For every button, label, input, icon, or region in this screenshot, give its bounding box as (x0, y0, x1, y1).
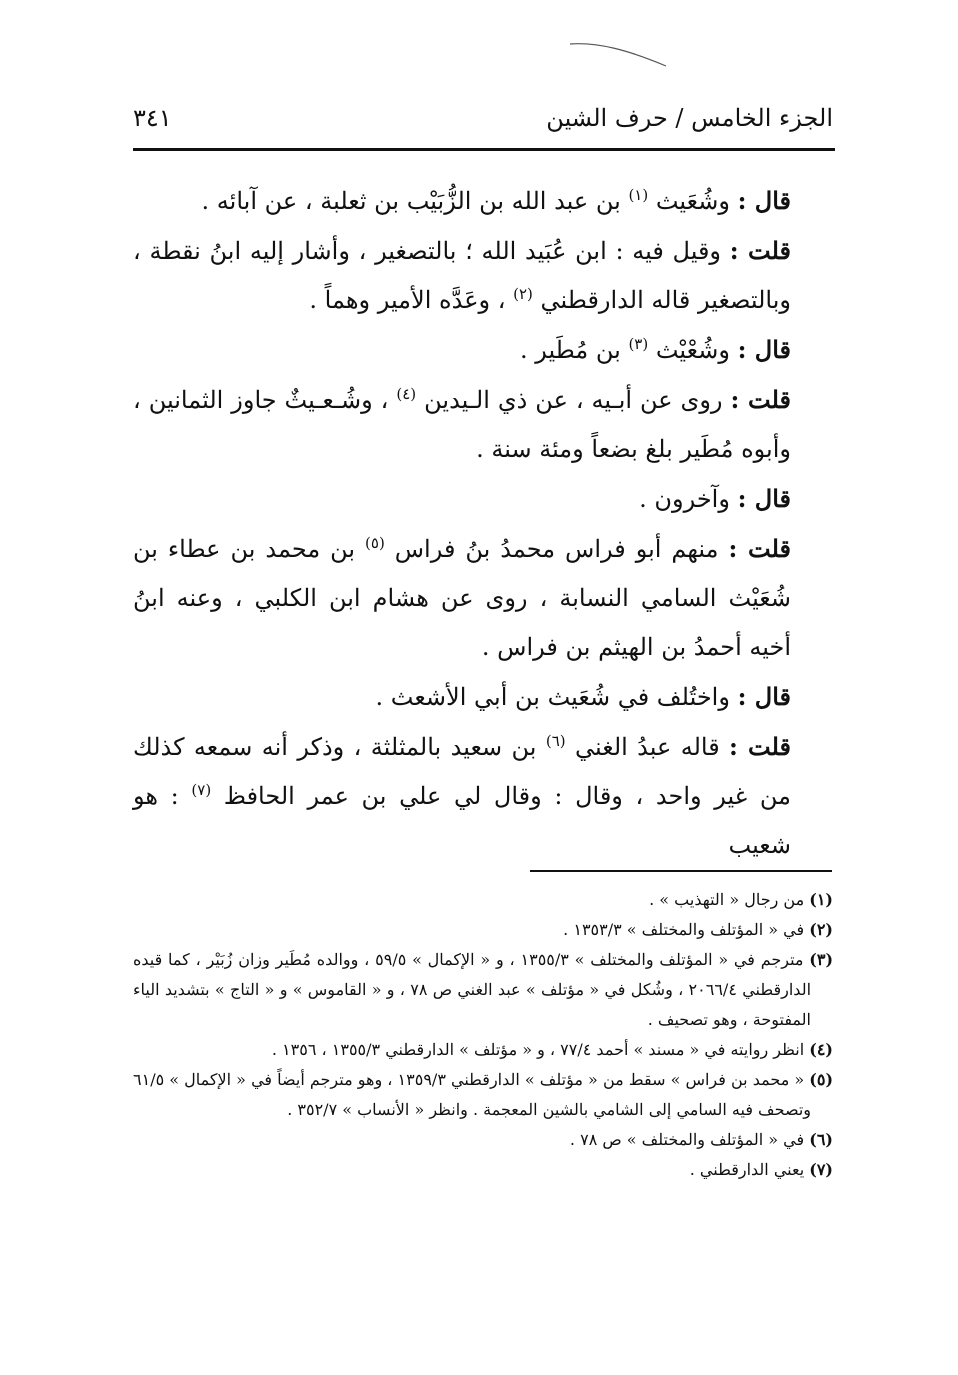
speaker-label: قلت : (728, 534, 792, 563)
footnote-text: مترجم في « المؤتلف والمختلف » ١٣٥٥/٣ ، و « الإكمال » ٥٩/٥ ، ووالده مُطَير وزان زُبَيْر ، كما قيده الدارقطني ٢٠٦٦/٤ ، وشُكل في « مؤتلف » عبد الغني ص ٧٨ ، و « القاموس » و « التاج » بتشديد الياء المفتوحة ، وهو تصحيف . (133, 950, 812, 1029)
footnote-ref: (٢) (513, 285, 533, 303)
footnote-number: (٦) (809, 1130, 833, 1149)
paragraph-text: بن محمد بن عطاء بن شُعَيْث السامي النسابة ، روى عن هشام ابن الكلبي ، وعنه ابنُ أخيه أحمدُ بن الهيثم بن فراس . (133, 535, 791, 661)
page-header (133, 96, 833, 140)
footnote-text: في « المؤتلف والمختلف » ١٣٥٣/٣ . (563, 920, 810, 939)
paragraph-text: وشُعَيث (648, 187, 738, 215)
footnote-2 (133, 915, 833, 945)
paragraph-text: وشُعْيْث (648, 336, 738, 364)
paragraph-text: : هو شعيب (133, 782, 791, 859)
paragraph-text: روى عن أبـيه ، عن ذي الـيدين (416, 386, 731, 414)
paragraph-text: قاله عبدُ الغني (565, 733, 730, 761)
speaker-label: قال : (737, 682, 791, 711)
speaker-label: قلت : (730, 385, 792, 414)
footnote-ref: (٧) (191, 781, 212, 799)
scan-artifact-stroke (568, 40, 668, 70)
footnote-number: (٥) (809, 1070, 834, 1089)
paragraph-8 (133, 722, 833, 870)
footnote-ref: (١) (628, 186, 649, 204)
paragraph-text: منهم أبو فراس محمدُ بنُ فراس (384, 535, 729, 563)
paragraph-text: وآخرون . (639, 485, 738, 513)
speaker-label: قلت : (729, 732, 791, 761)
paragraph-4 (133, 375, 833, 474)
footnote-number: (٣) (809, 950, 834, 969)
footnote-text: في « المؤتلف والمختلف » ص ٧٨ . (569, 1130, 810, 1149)
paragraph-5 (133, 474, 833, 524)
footnote-ref: (٣) (628, 335, 649, 353)
speaker-label: قال : (737, 484, 791, 513)
paragraph-text: ، وعَدَّه الأمير وهماً . (309, 286, 514, 314)
paragraph-2 (133, 226, 833, 325)
speaker-label: قلت : (729, 236, 791, 265)
footnote-3 (133, 945, 833, 1035)
footnote-number: (١) (809, 890, 833, 909)
footnote-text: انظر روايته في « مسند » أحمد ٧٧/٤ ، و « مؤتلف » الدارقطني ١٣٥٥/٣ ، ١٣٥٦ . (271, 1040, 810, 1059)
footnote-ref: (٦) (545, 732, 566, 750)
footnote-number: (٤) (809, 1040, 833, 1059)
footnote-number: (٧) (809, 1160, 833, 1179)
paragraph-1 (133, 176, 833, 226)
speaker-label: قال : (737, 335, 791, 364)
paragraph-text: واختُلف في شُعَيث بن أبي الأشعث . (375, 683, 738, 711)
footnote-number: (٢) (809, 920, 833, 939)
paragraph-text: بن مُطَير . (519, 336, 629, 364)
footnote-rule (530, 870, 832, 872)
page-number: ٣٤١ (133, 104, 172, 132)
running-title: الجزء الخامس / حرف الشين (546, 104, 833, 132)
paragraph-text: وقيل فيه : ابن عُبَيد الله ؛ بالتصغير ، وأشار إليه ابنُ نقطة ، وبالتصغير قاله الدارقطني (133, 237, 791, 314)
footnote-7 (133, 1155, 833, 1185)
paragraph-6 (133, 524, 833, 672)
footnote-6 (133, 1125, 833, 1155)
header-rule (133, 148, 835, 151)
footnote-ref: (٥) (365, 534, 385, 552)
paragraph-7 (133, 672, 833, 722)
footnote-1 (133, 885, 833, 915)
paragraph-3 (133, 325, 833, 375)
footnote-text: يعني الدارقطني . (689, 1160, 810, 1179)
main-text (133, 176, 833, 870)
footnote-text: من رجال « التهذيب » . (649, 890, 810, 909)
footnote-text: « محمد بن فراس » سقط من « مؤتلف » الدارقطني ١٣٥٩/٣ ، وهو مترجم أيضاً في « الإكمال » ٦١/٥ وتصحف فيه السامي إلى الشامي بالشين المعجمة . وانظر « الأنساب » ٣٥٢/٧ . (133, 1070, 811, 1119)
footnote-4 (133, 1035, 833, 1065)
paragraph-text: ، وشُـعـيثٌ جاوز الثمانين ، وأبوه مُطَير بلغ بضعاً ومئة سنة . (133, 386, 791, 463)
footnote-ref: (٤) (396, 385, 417, 403)
footnotes (133, 885, 833, 1185)
paragraph-text: بن عبد الله بن الزُّبَيْب بن ثعلبة ، عن آبائه . (201, 187, 629, 215)
footnote-5 (133, 1065, 833, 1125)
speaker-label: قال : (737, 186, 791, 215)
paragraph-text: بن سعيد بالمثلثة ، وذكر أنه سمعه كذلك من غير واحد ، وقال : وقال لي علي بن عمر الحافظ (133, 733, 791, 810)
